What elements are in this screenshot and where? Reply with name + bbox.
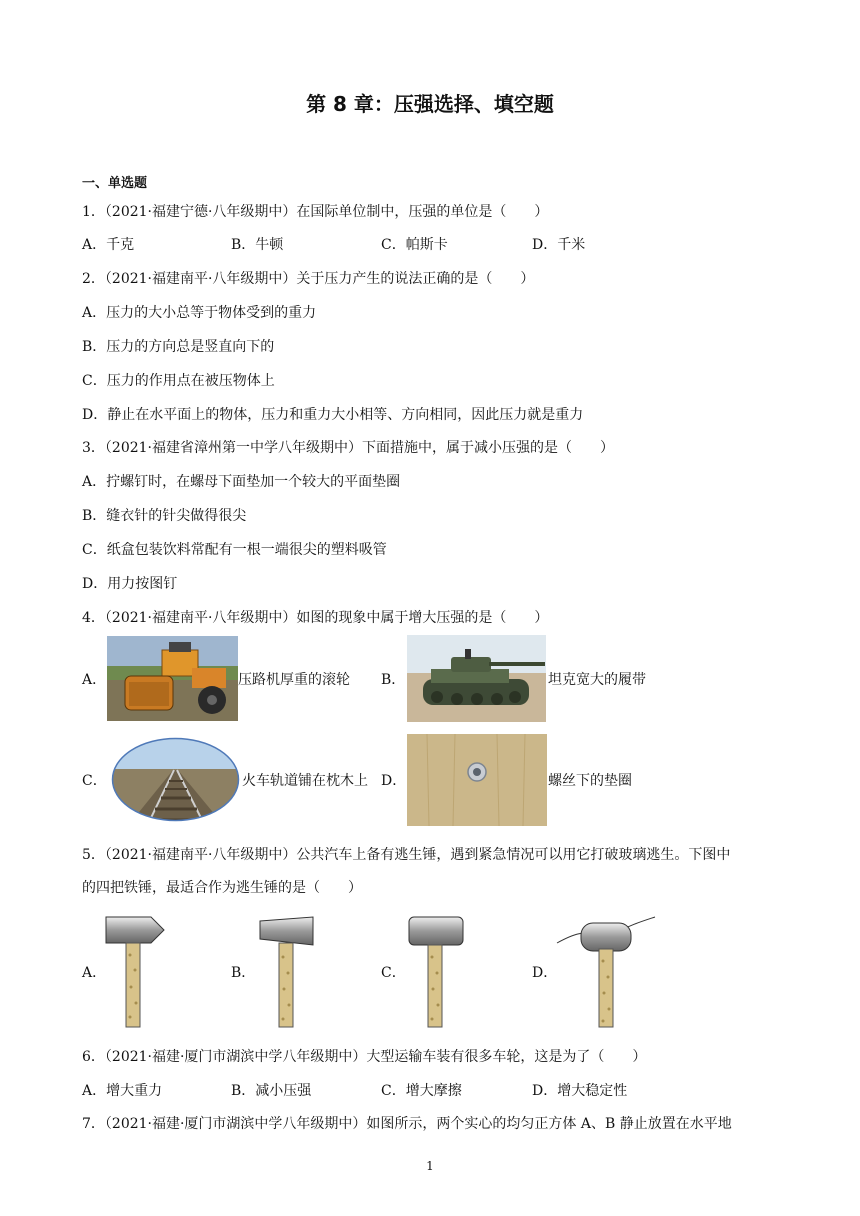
page-number: 1 — [426, 1159, 434, 1173]
q4-caption-c: 火车轨道铺在枕木上 — [242, 773, 368, 789]
q2-option-a: A．压力的大小总等于物体受到的重力 — [82, 305, 317, 321]
q6-option-a: A．增大重力 — [82, 1083, 163, 1099]
q3-option-c: C．纸盒包装饮料常配有一根一端很尖的塑料吸管 — [82, 542, 387, 558]
q4-letter-c: C． — [82, 773, 107, 789]
q1-option-b: B．牛顿 — [231, 237, 284, 253]
question-6-stem: 6．（2021·福建·厦门市湖滨中学八年级期中）大型运输车装有很多车轮，这是为了（ ） — [82, 1049, 647, 1065]
q4-letter-d: D． — [381, 773, 407, 789]
question-5-stem-line1: 5．（2021·福建南平·八年级期中）公共汽车上备有逃生锤，遇到紧急情况可以用它打破玻璃逃生。下图中 — [82, 847, 731, 863]
q6-option-b: B．减小压强 — [231, 1083, 312, 1099]
question-5-stem-line2: 的四把铁锤，最适合作为逃生锤的是（ ） — [82, 880, 362, 896]
question-4-stem: 4．（2021·福建南平·八年级期中）如图的现象中属于增大压强的是（ ） — [82, 610, 549, 626]
q4-caption-b: 坦克宽大的履带 — [548, 672, 646, 688]
q3-option-a: A．拧螺钉时，在螺母下面垫加一个较大的平面垫圈 — [82, 474, 401, 490]
hammer-b-wedge-image — [257, 915, 319, 1029]
q4-caption-a: 压路机厚重的滚轮 — [238, 672, 350, 688]
page-title: 第 8 章：压强选择、填空题 — [306, 92, 554, 116]
q4-letter-b: B． — [381, 672, 406, 688]
screw-washer-image — [407, 734, 547, 826]
q4-caption-d: 螺丝下的垫圈 — [548, 773, 632, 789]
section-heading: 一、单选题 — [82, 176, 148, 191]
tank-image — [407, 635, 546, 722]
question-3-stem: 3．（2021·福建省漳州第一中学八年级期中）下面措施中，属于减小压强的是（ ） — [82, 440, 614, 456]
q1-option-a: A．千克 — [82, 237, 135, 253]
q6-option-c: C．增大摩擦 — [381, 1083, 462, 1099]
q1-option-c: C．帕斯卡 — [381, 237, 448, 253]
q5-letter-a: A． — [82, 965, 107, 981]
hammer-a-pointed-image — [105, 915, 167, 1029]
q5-letter-c: C． — [381, 965, 406, 981]
q5-letter-b: B． — [231, 965, 256, 981]
q2-option-d: D．静止在水平面上的物体，压力和重力大小相等、方向相同，因此压力就是重力 — [82, 407, 584, 423]
q3-option-b: B．缝衣针的针尖做得很尖 — [82, 508, 247, 524]
hammer-c-flat-image — [407, 915, 469, 1029]
road-roller-image — [107, 636, 238, 721]
q3-option-d: D．用力按图钉 — [82, 576, 178, 592]
q2-option-b: B．压力的方向总是竖直向下的 — [82, 339, 275, 355]
q2-option-c: C．压力的作用点在被压物体上 — [82, 373, 275, 389]
railway-track-image — [111, 737, 240, 822]
question-1-stem: 1．（2021·福建宁德·八年级期中）在国际单位制中，压强的单位是（ ） — [82, 204, 549, 220]
q1-option-d: D．千米 — [532, 237, 586, 253]
q4-letter-a: A． — [82, 672, 107, 688]
q5-letter-d: D． — [532, 965, 558, 981]
question-7-stem: 7．（2021·福建·厦门市湖滨中学八年级期中）如图所示，两个实心的均匀正方体 A、B 静止放置在水平地 — [82, 1116, 732, 1132]
q6-option-d: D．增大稳定性 — [532, 1083, 628, 1099]
hammer-d-round-image — [555, 913, 657, 1029]
question-2-stem: 2．（2021·福建南平·八年级期中）关于压力产生的说法正确的是（ ） — [82, 271, 535, 287]
